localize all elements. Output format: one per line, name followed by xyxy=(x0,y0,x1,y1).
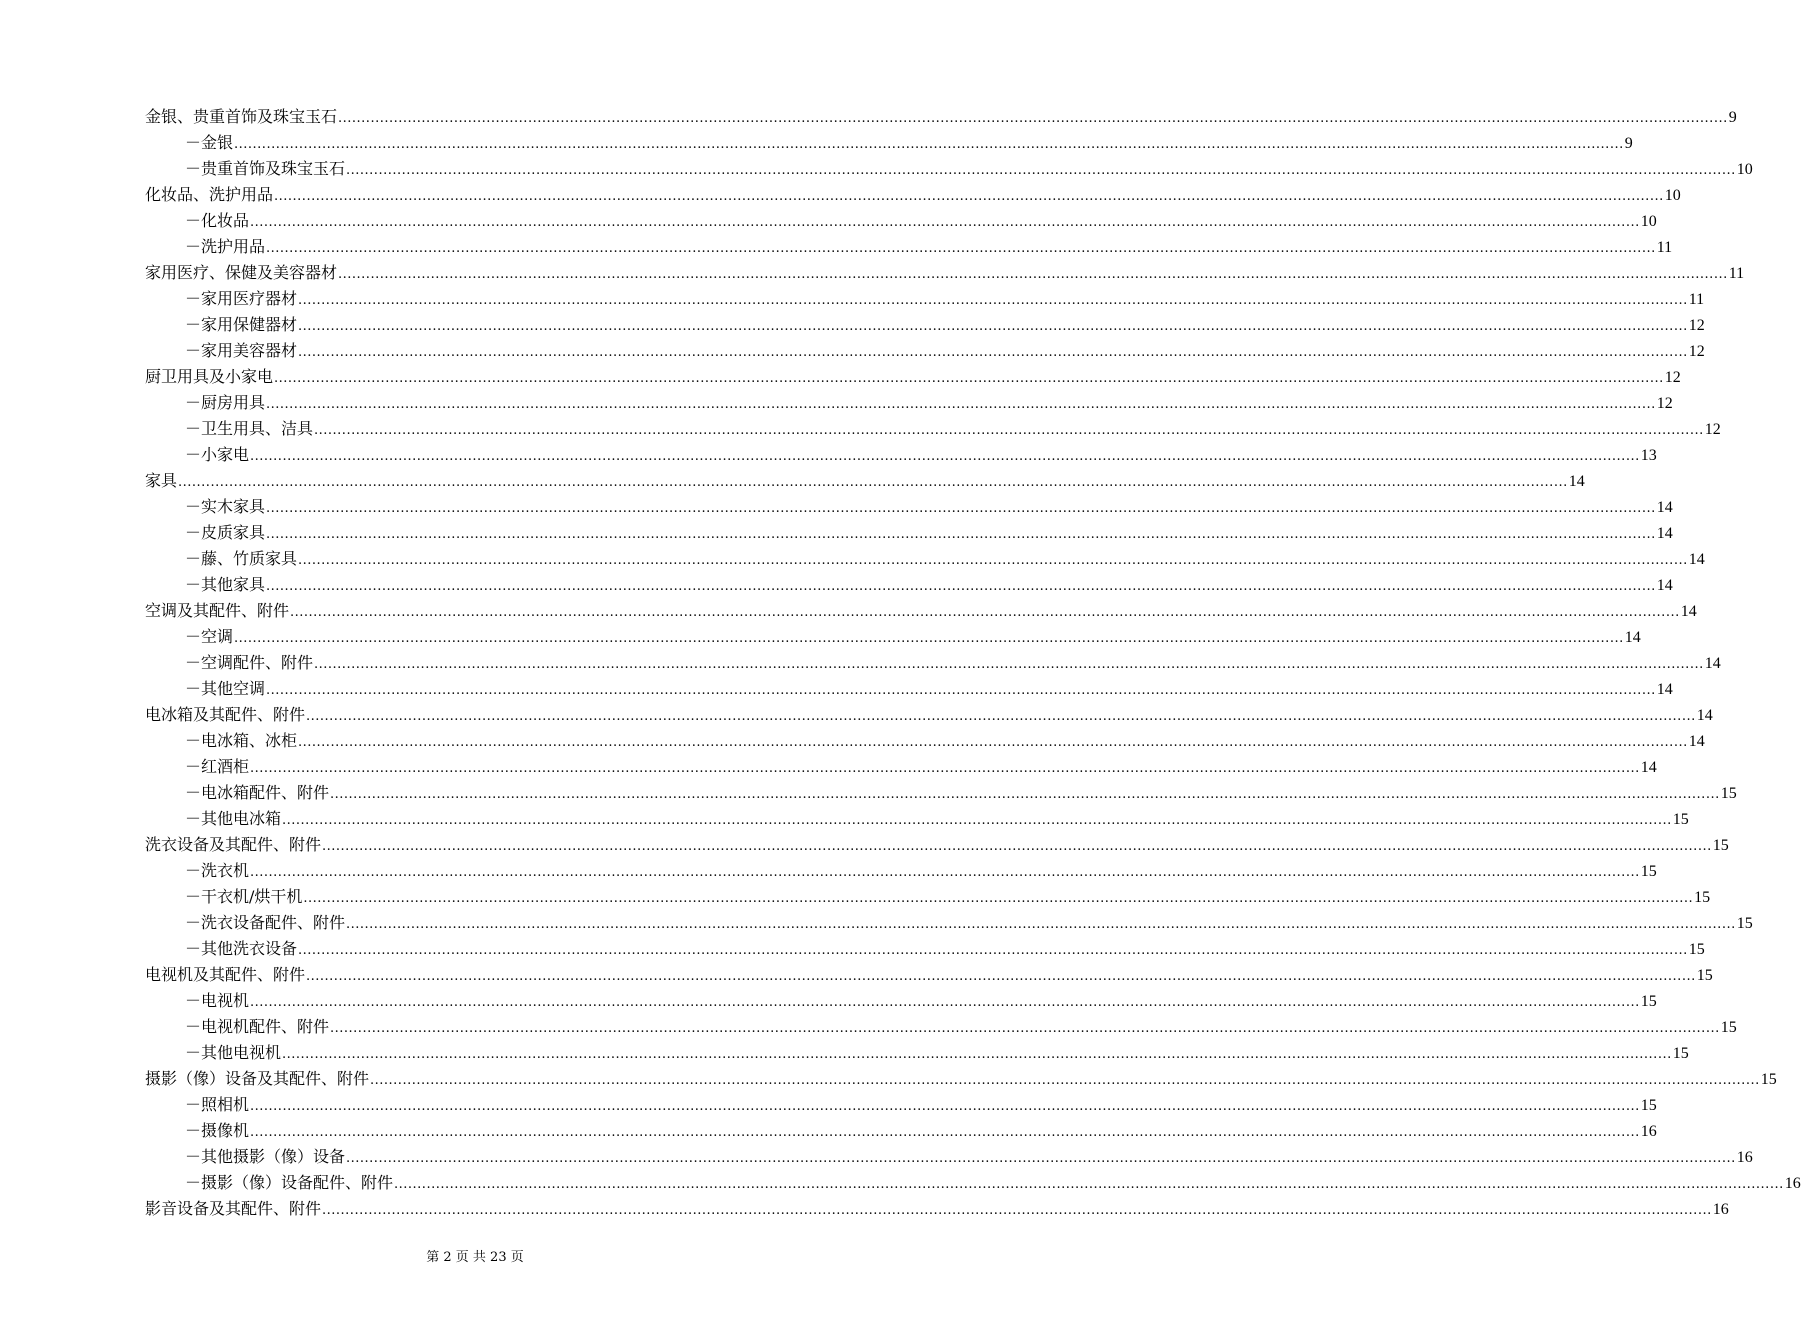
toc-entry[interactable] xyxy=(145,182,1681,208)
toc-subentry[interactable] xyxy=(145,442,1657,468)
toc-entry-label: －化妆品 xyxy=(185,211,250,230)
toc-entry[interactable] xyxy=(145,598,1697,624)
toc-page-number: 14 xyxy=(1680,603,1697,620)
toc-dot-leader: ............................................................................................................................................................................................................................................................................................................ xyxy=(266,397,1656,412)
toc-page-number: 15 xyxy=(1672,1045,1689,1062)
toc-dot-leader: ............................................................................................................................................................................................................................................................................................................ xyxy=(250,761,1640,776)
toc-dot-leader: ............................................................................................................................................................................................................................................................................................................ xyxy=(274,189,1664,204)
toc-dot-leader: ............................................................................................................................................................................................................................................................................................................ xyxy=(346,917,1736,932)
toc-entry-label: 电视机及其配件、附件 xyxy=(145,965,306,984)
toc-dot-leader: ............................................................................................................................................................................................................................................................................................................ xyxy=(282,813,1672,828)
toc-dot-leader: ............................................................................................................................................................................................................................................................................................................ xyxy=(266,683,1656,698)
toc-page-number: 9 xyxy=(1624,135,1633,152)
toc-entry[interactable] xyxy=(145,832,1729,858)
toc-entry[interactable] xyxy=(145,364,1681,390)
toc-entry-label: －摄影（像）设备配件、附件 xyxy=(185,1173,394,1192)
toc-subentry[interactable] xyxy=(145,806,1689,832)
toc-entry-label: 家具 xyxy=(145,471,178,490)
toc-page-number: 14 xyxy=(1624,629,1641,646)
toc-dot-leader: ............................................................................................................................................................................................................................................................................................................ xyxy=(303,891,1694,906)
toc-page-number: 9 xyxy=(1728,109,1737,126)
toc-page-number: 12 xyxy=(1664,369,1681,386)
toc-entry-label: －贵重首饰及珠宝玉石 xyxy=(185,159,346,178)
toc-entry-label: －洗衣设备配件、附件 xyxy=(185,913,346,932)
toc-subentry[interactable] xyxy=(145,1092,1657,1118)
toc-entry[interactable] xyxy=(145,468,1585,494)
toc-dot-leader: ............................................................................................................................................................................................................................................................................................................ xyxy=(250,449,1640,464)
toc-dot-leader: ............................................................................................................................................................................................................................................................................................................ xyxy=(282,1047,1672,1062)
toc-subentry[interactable] xyxy=(145,676,1673,702)
toc-entry-label: －小家电 xyxy=(185,445,250,464)
toc-page-number: 12 xyxy=(1656,395,1673,412)
toc-page-number: 11 xyxy=(1728,265,1745,282)
toc-page-number: 14 xyxy=(1656,499,1673,516)
toc-entry-label: 摄影（像）设备及其配件、附件 xyxy=(145,1069,370,1088)
toc-subentry[interactable] xyxy=(145,1014,1737,1040)
toc-page-number: 14 xyxy=(1656,525,1673,542)
toc-subentry[interactable] xyxy=(145,572,1673,598)
toc-entry-label: －电冰箱配件、附件 xyxy=(185,783,330,802)
toc-dot-leader: ............................................................................................................................................................................................................................................................................................................ xyxy=(250,1099,1640,1114)
toc-page-number: 11 xyxy=(1656,239,1673,256)
toc-subentry[interactable] xyxy=(145,988,1657,1014)
toc-entry-label: 影音设备及其配件、附件 xyxy=(145,1199,322,1218)
toc-page-number: 15 xyxy=(1694,889,1711,906)
toc-subentry[interactable] xyxy=(145,1170,1801,1196)
toc-dot-leader: ............................................................................................................................................................................................................................................................................................................ xyxy=(298,345,1688,360)
toc-subentry[interactable] xyxy=(145,234,1673,260)
toc-page-number: 15 xyxy=(1736,915,1753,932)
toc-subentry[interactable] xyxy=(145,286,1705,312)
toc-page-number: 14 xyxy=(1688,551,1705,568)
toc-page-number: 15 xyxy=(1720,785,1737,802)
toc-entry-label: －电视机配件、附件 xyxy=(185,1017,330,1036)
toc-dot-leader: ............................................................................................................................................................................................................................................................................................................ xyxy=(290,605,1680,620)
toc-page-number: 14 xyxy=(1568,473,1585,490)
toc-page-number: 12 xyxy=(1688,343,1705,360)
toc-subentry[interactable] xyxy=(145,936,1705,962)
toc-entry-label: －照相机 xyxy=(185,1095,250,1114)
toc-subentry[interactable] xyxy=(145,390,1673,416)
toc-entry-label: －藤、竹质家具 xyxy=(185,549,298,568)
toc-entry-label: －空调 xyxy=(185,627,234,646)
toc-dot-leader: ............................................................................................................................................................................................................................................................................................................ xyxy=(322,1203,1712,1218)
toc-dot-leader: ............................................................................................................................................................................................................................................................................................................ xyxy=(298,943,1688,958)
toc-entry-label: 电冰箱及其配件、附件 xyxy=(145,705,306,724)
toc-dot-leader: ............................................................................................................................................................................................................................................................................................................ xyxy=(266,241,1656,256)
toc-entry-label: －其他电视机 xyxy=(185,1043,282,1062)
toc-subentry[interactable] xyxy=(145,494,1673,520)
toc-page-number: 11 xyxy=(1688,291,1705,308)
toc-dot-leader: ............................................................................................................................................................................................................................................................................................................ xyxy=(322,839,1712,854)
toc-page-number: 12 xyxy=(1704,421,1721,438)
toc-entry[interactable] xyxy=(145,104,1737,130)
toc-page-number: 15 xyxy=(1640,993,1657,1010)
toc-entry[interactable] xyxy=(145,1196,1729,1222)
toc-entry-label: －其他家具 xyxy=(185,575,266,594)
toc-page-number: 15 xyxy=(1720,1019,1737,1036)
toc-dot-leader: ............................................................................................................................................................................................................................................................................................................ xyxy=(266,579,1656,594)
toc-page-number: 14 xyxy=(1696,707,1713,724)
toc-entry-label: －卫生用具、洁具 xyxy=(185,419,314,438)
toc-page-number: 16 xyxy=(1712,1201,1729,1218)
toc-page-number: 15 xyxy=(1688,941,1705,958)
toc-page-number: 14 xyxy=(1640,759,1657,776)
toc-subentry[interactable] xyxy=(145,1040,1689,1066)
toc-subentry[interactable] xyxy=(145,884,1711,910)
toc-page-number: 15 xyxy=(1760,1071,1777,1088)
toc-dot-leader: ............................................................................................................................................................................................................................................................................................................ xyxy=(298,735,1688,750)
toc-entry-label: －洗衣机 xyxy=(185,861,250,880)
toc-dot-leader: ............................................................................................................................................................................................................................................................................................................ xyxy=(370,1073,1760,1088)
toc-subentry[interactable] xyxy=(145,910,1753,936)
toc-entry-label: －摄像机 xyxy=(185,1121,250,1140)
toc-entry-label: 洗衣设备及其配件、附件 xyxy=(145,835,322,854)
toc-dot-leader: ............................................................................................................................................................................................................................................................................................................ xyxy=(338,111,1728,126)
toc-dot-leader: ............................................................................................................................................................................................................................................................................................................ xyxy=(178,475,1568,490)
toc-entry-label: －家用保健器材 xyxy=(185,315,298,334)
toc-dot-leader: ............................................................................................................................................................................................................................................................................................................ xyxy=(330,787,1720,802)
toc-subentry[interactable] xyxy=(145,130,1633,156)
toc-page-number: 10 xyxy=(1664,187,1681,204)
toc-dot-leader: ............................................................................................................................................................................................................................................................................................................ xyxy=(394,1177,1784,1192)
toc-page-number: 14 xyxy=(1704,655,1721,672)
toc-dot-leader: ............................................................................................................................................................................................................................................................................................................ xyxy=(298,553,1688,568)
toc-dot-leader: ............................................................................................................................................................................................................................................................................................................ xyxy=(250,1125,1640,1140)
toc-entry[interactable] xyxy=(145,702,1713,728)
toc-dot-leader: ............................................................................................................................................................................................................................................................................................................ xyxy=(298,319,1688,334)
toc-entry-label: －皮质家具 xyxy=(185,523,266,542)
toc-entry[interactable] xyxy=(145,1066,1777,1092)
toc-dot-leader: ............................................................................................................................................................................................................................................................................................................ xyxy=(314,423,1704,438)
toc-dot-leader: ............................................................................................................................................................................................................................................................................................................ xyxy=(250,995,1640,1010)
toc-entry-label: －其他摄影（像）设备 xyxy=(185,1147,346,1166)
toc-page-number: 15 xyxy=(1640,863,1657,880)
toc-dot-leader: ............................................................................................................................................................................................................................................................................................................ xyxy=(314,657,1704,672)
toc-entry-label: －其他电冰箱 xyxy=(185,809,282,828)
toc-page-number: 10 xyxy=(1640,213,1657,230)
table-of-contents xyxy=(145,104,1801,1222)
page-footer: 第 2 页 共 23 页 xyxy=(426,1250,524,1265)
toc-entry-label: 化妆品、洗护用品 xyxy=(145,185,274,204)
toc-subentry[interactable] xyxy=(145,338,1705,364)
toc-dot-leader: ............................................................................................................................................................................................................................................................................................................ xyxy=(234,631,1624,646)
toc-page-number: 15 xyxy=(1696,967,1713,984)
toc-subentry[interactable] xyxy=(145,208,1657,234)
toc-subentry[interactable] xyxy=(145,780,1737,806)
toc-dot-leader: ............................................................................................................................................................................................................................................................................................................ xyxy=(346,1151,1736,1166)
toc-dot-leader: ............................................................................................................................................................................................................................................................................................................ xyxy=(274,371,1664,386)
toc-subentry[interactable] xyxy=(145,858,1657,884)
toc-page-number: 15 xyxy=(1672,811,1689,828)
toc-page-number: 16 xyxy=(1736,1149,1753,1166)
toc-subentry[interactable] xyxy=(145,624,1641,650)
toc-entry-label: －厨房用具 xyxy=(185,393,266,412)
toc-entry-label: －红酒柜 xyxy=(185,757,250,776)
toc-entry-label: 家用医疗、保健及美容器材 xyxy=(145,263,338,282)
toc-dot-leader: ............................................................................................................................................................................................................................................................................................................ xyxy=(266,501,1656,516)
toc-subentry[interactable] xyxy=(145,728,1705,754)
toc-page-number: 12 xyxy=(1688,317,1705,334)
toc-entry-label: 厨卫用具及小家电 xyxy=(145,367,274,386)
toc-subentry[interactable] xyxy=(145,520,1673,546)
toc-dot-leader: ............................................................................................................................................................................................................................................................................................................ xyxy=(306,709,1696,724)
toc-page-number: 14 xyxy=(1656,577,1673,594)
toc-dot-leader: ............................................................................................................................................................................................................................................................................................................ xyxy=(330,1021,1720,1036)
toc-subentry[interactable] xyxy=(145,754,1657,780)
toc-entry-label: －电冰箱、冰柜 xyxy=(185,731,298,750)
toc-page-number: 10 xyxy=(1736,161,1753,178)
toc-entry-label: －干衣机/烘干机 xyxy=(185,887,303,906)
toc-entry-label: －其他洗衣设备 xyxy=(185,939,298,958)
toc-subentry[interactable] xyxy=(145,1118,1657,1144)
toc-entry-label: －电视机 xyxy=(185,991,250,1010)
toc-dot-leader: ............................................................................................................................................................................................................................................................................................................ xyxy=(346,163,1736,178)
toc-page-number: 16 xyxy=(1640,1123,1657,1140)
toc-entry[interactable] xyxy=(145,962,1713,988)
toc-entry-label: －家用美容器材 xyxy=(185,341,298,360)
toc-entry-label: －金银 xyxy=(185,133,234,152)
toc-page-number: 13 xyxy=(1640,447,1657,464)
toc-page-number: 15 xyxy=(1712,837,1729,854)
toc-page-number: 16 xyxy=(1784,1175,1801,1192)
toc-entry-label: －其他空调 xyxy=(185,679,266,698)
toc-dot-leader: ............................................................................................................................................................................................................................................................................................................ xyxy=(338,267,1728,282)
toc-dot-leader: ............................................................................................................................................................................................................................................................................................................ xyxy=(250,865,1640,880)
toc-dot-leader: ............................................................................................................................................................................................................................................................................................................ xyxy=(266,527,1656,542)
toc-entry-label: －洗护用品 xyxy=(185,237,266,256)
toc-entry-label: 空调及其配件、附件 xyxy=(145,601,290,620)
toc-dot-leader: ............................................................................................................................................................................................................................................................................................................ xyxy=(234,137,1624,152)
toc-entry[interactable] xyxy=(145,260,1745,286)
toc-dot-leader: ............................................................................................................................................................................................................................................................................................................ xyxy=(250,215,1640,230)
toc-subentry[interactable] xyxy=(145,416,1721,442)
toc-entry-label: －空调配件、附件 xyxy=(185,653,314,672)
toc-dot-leader: ............................................................................................................................................................................................................................................................................................................ xyxy=(298,293,1688,308)
toc-subentry[interactable] xyxy=(145,312,1705,338)
toc-page-number: 14 xyxy=(1656,681,1673,698)
toc-page-number: 14 xyxy=(1688,733,1705,750)
toc-subentry[interactable] xyxy=(145,156,1753,182)
toc-entry-label: 金银、贵重首饰及珠宝玉石 xyxy=(145,107,338,126)
toc-subentry[interactable] xyxy=(145,650,1721,676)
toc-entry-label: －实木家具 xyxy=(185,497,266,516)
toc-entry-label: －家用医疗器材 xyxy=(185,289,298,308)
toc-subentry[interactable] xyxy=(145,1144,1753,1170)
toc-dot-leader: ............................................................................................................................................................................................................................................................................................................ xyxy=(306,969,1696,984)
toc-page-number: 15 xyxy=(1640,1097,1657,1114)
toc-subentry[interactable] xyxy=(145,546,1705,572)
